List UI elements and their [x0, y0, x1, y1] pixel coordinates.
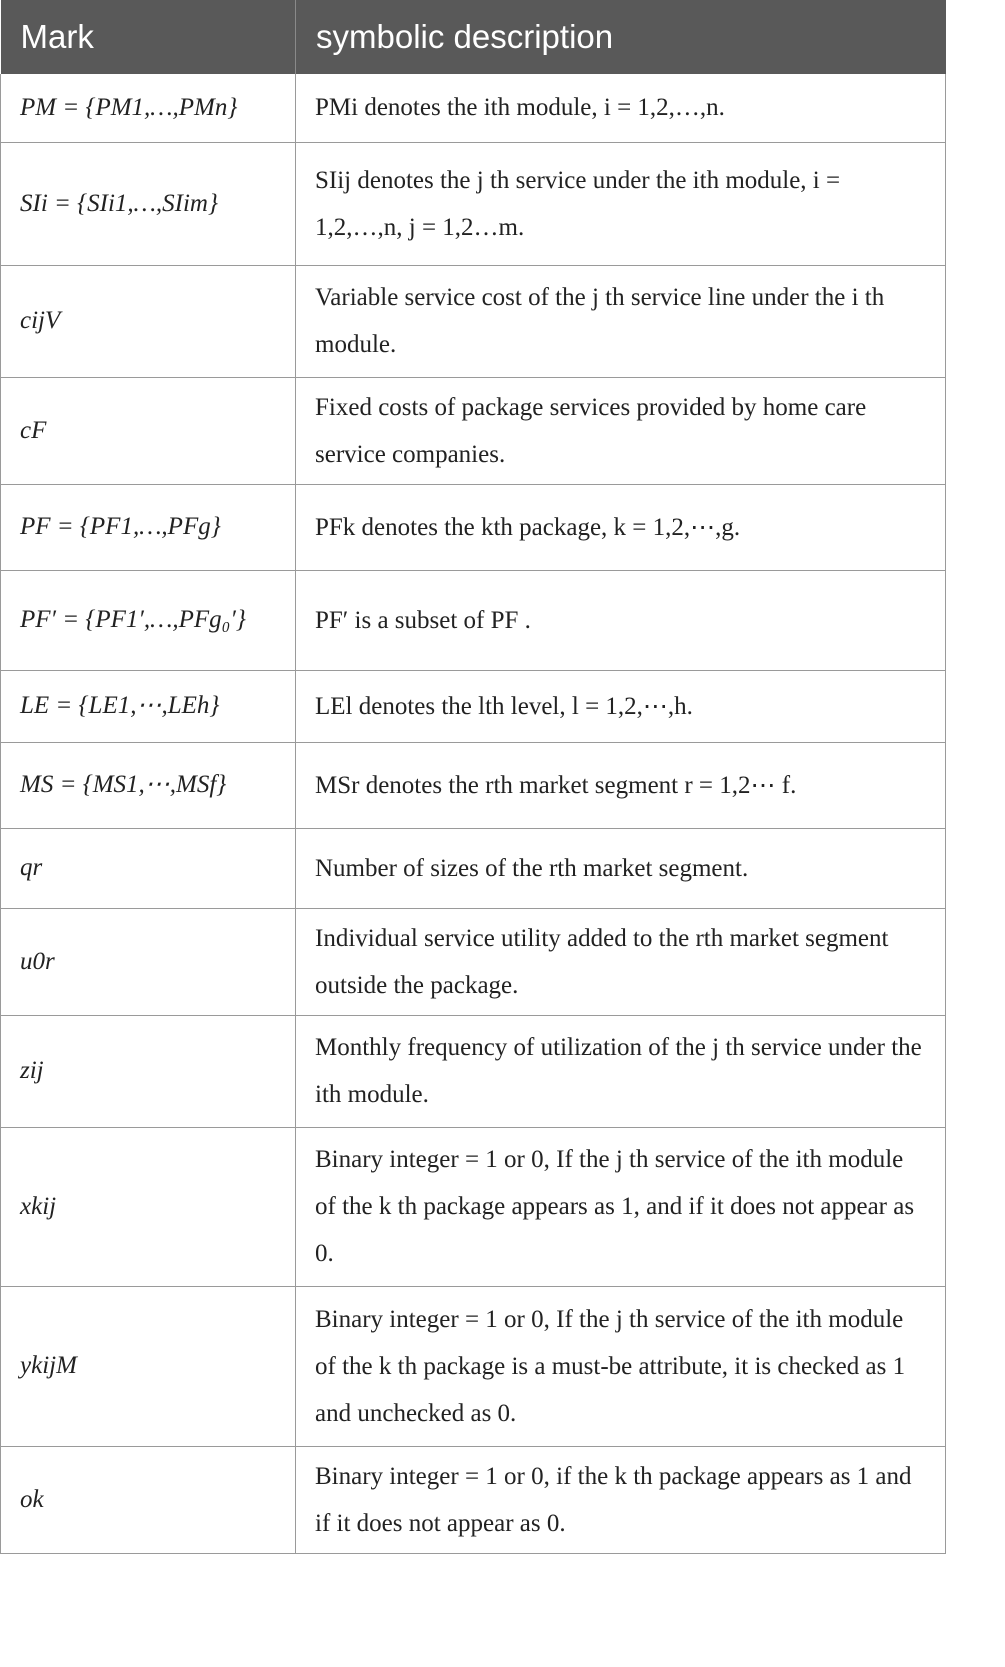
symbol-description: MSr denotes the rth market segment r = 1,2⋯ f.	[296, 742, 946, 828]
table-row	[1, 1127, 946, 1286]
symbol-description: Fixed costs of package services provided by home care service companies.	[296, 377, 946, 484]
header-mark: Mark	[1, 0, 296, 74]
symbol-description: PF′ is a subset of PF .	[296, 570, 946, 670]
table-row	[1, 484, 946, 570]
header-row	[1, 0, 946, 74]
symbol-description: SIij denotes the j th service under the ith module, i = 1,2,…,n, j = 1,2…m.	[296, 142, 946, 265]
table-row	[1, 265, 946, 377]
table-row	[1, 742, 946, 828]
symbol-mark: SIi = {SIi1,…,SIim}	[1, 142, 296, 265]
table-row	[1, 1286, 946, 1446]
symbol-mark: ok	[1, 1446, 296, 1553]
symbol-description: PMi denotes the ith module, i = 1,2,…,n.	[296, 74, 946, 142]
symbol-mark: PF = {PF1,…,PFg}	[1, 484, 296, 570]
table-row	[1, 377, 946, 484]
table-row	[1, 570, 946, 670]
header-description: symbolic description	[296, 0, 946, 74]
symbol-description: Binary integer = 1 or 0, if the k th package appears as 1 and if it does not appear as 0.	[296, 1446, 946, 1553]
table-row	[1, 670, 946, 742]
symbol-description: Monthly frequency of utilization of the j th service under the ith module.	[296, 1015, 946, 1127]
table-row	[1, 142, 946, 265]
symbol-mark: zij	[1, 1015, 296, 1127]
symbol-mark: PF′ = {PF1′,…,PFg₀′}	[1, 570, 296, 670]
symbol-description: Number of sizes of the rth market segment.	[296, 828, 946, 908]
table-row	[1, 828, 946, 908]
symbol-mark: PM = {PM1,…,PMn}	[1, 74, 296, 142]
symbol-description: LEl denotes the lth level, l = 1,2,⋯,h.	[296, 670, 946, 742]
symbol-mark: u0r	[1, 908, 296, 1015]
symbol-description: Individual service utility added to the rth market segment outside the package.	[296, 908, 946, 1015]
symbol-description: PFk denotes the kth package, k = 1,2,⋯,g.	[296, 484, 946, 570]
table-row	[1, 1015, 946, 1127]
symbol-mark: cijV	[1, 265, 296, 377]
table-row	[1, 74, 946, 142]
symbol-mark: xkij	[1, 1127, 296, 1286]
table-row	[1, 1446, 946, 1553]
symbol-mark: ykijM	[1, 1286, 296, 1446]
symbol-mark: MS = {MS1,⋯,MSf}	[1, 742, 296, 828]
symbol-mark: qr	[1, 828, 296, 908]
symbol-mark: LE = {LE1,⋯,LEh}	[1, 670, 296, 742]
symbol-description: Binary integer = 1 or 0, If the j th service of the ith module of the k th package is a must-be attribute, it is checked as 1 and unchecked as 0.	[296, 1286, 946, 1446]
symbol-description: Variable service cost of the j th service line under the i th module.	[296, 265, 946, 377]
symbol-description: Binary integer = 1 or 0, If the j th service of the ith module of the k th package appears as 1, and if it does not appear as 0.	[296, 1127, 946, 1286]
symbol-mark: cF	[1, 377, 296, 484]
table-row	[1, 908, 946, 1015]
